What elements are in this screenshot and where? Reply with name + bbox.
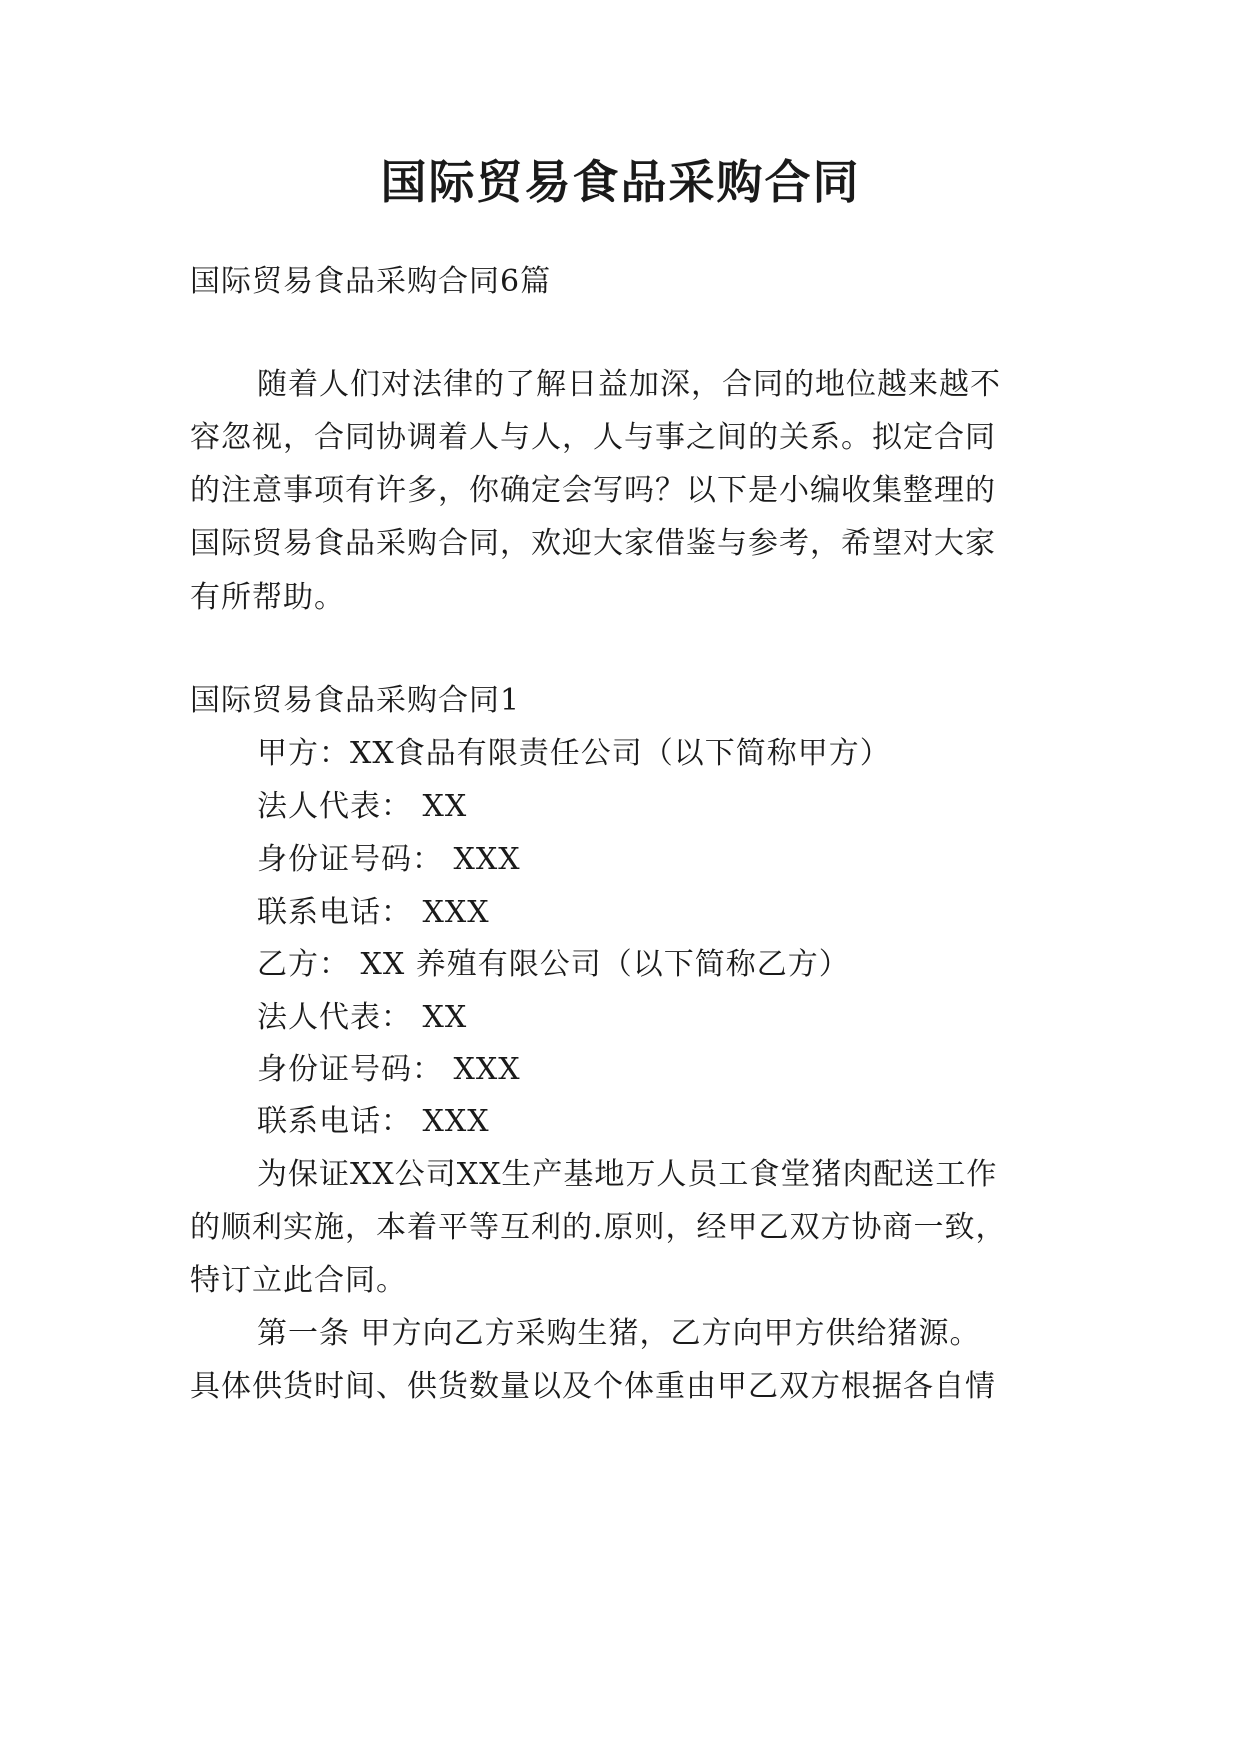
party-a-legal-rep: 法人代表： XX [257,789,468,824]
document-title: 国际贸易食品采购合同 [380,155,861,209]
intro-line-4: 国际贸易食品采购合同，欢迎大家借鉴与参考，希望对大家 [190,526,996,561]
purpose-line-3: 特订立此合同。 [190,1263,407,1298]
intro-line-1: 随着人们对法律的了解日益加深，合同的地位越来越不 [257,367,1001,402]
document-subtitle: 国际贸易食品采购合同6篇 [190,264,552,299]
intro-line-2: 容忽视，合同协调着人与人，人与事之间的关系。拟定合同 [190,420,996,455]
party-a-phone: 联系电话： XXX [257,895,490,930]
section-heading: 国际贸易食品采购合同1 [190,683,521,718]
party-b-phone: 联系电话： XXX [257,1104,490,1139]
purpose-line-2: 的顺利实施，本着平等互利的.原则，经甲乙双方协商一致， [190,1210,1007,1245]
party-b-line: 乙方： XX 养殖有限公司（以下简称乙方） [257,947,850,982]
article-1-line-1: 第一条 甲方向乙方采购生猪，乙方向甲方供给猪源。 [257,1316,981,1351]
intro-line-3: 的注意事项有许多，你确定会写吗？以下是小编收集整理的 [190,473,996,508]
party-b-id-number: 身份证号码： XXX [257,1052,521,1087]
intro-line-5: 有所帮助。 [190,580,345,615]
article-1-line-2: 具体供货时间、供货数量以及个体重由甲乙双方根据各自情 [190,1369,996,1404]
party-a-id-number: 身份证号码： XXX [257,842,521,877]
party-a-line: 甲方：XX食品有限责任公司（以下简称甲方） [257,736,891,771]
purpose-line-1: 为保证XX公司XX生产基地万人员工食堂猪肉配送工作 [257,1157,998,1192]
party-b-legal-rep: 法人代表： XX [257,1000,468,1035]
